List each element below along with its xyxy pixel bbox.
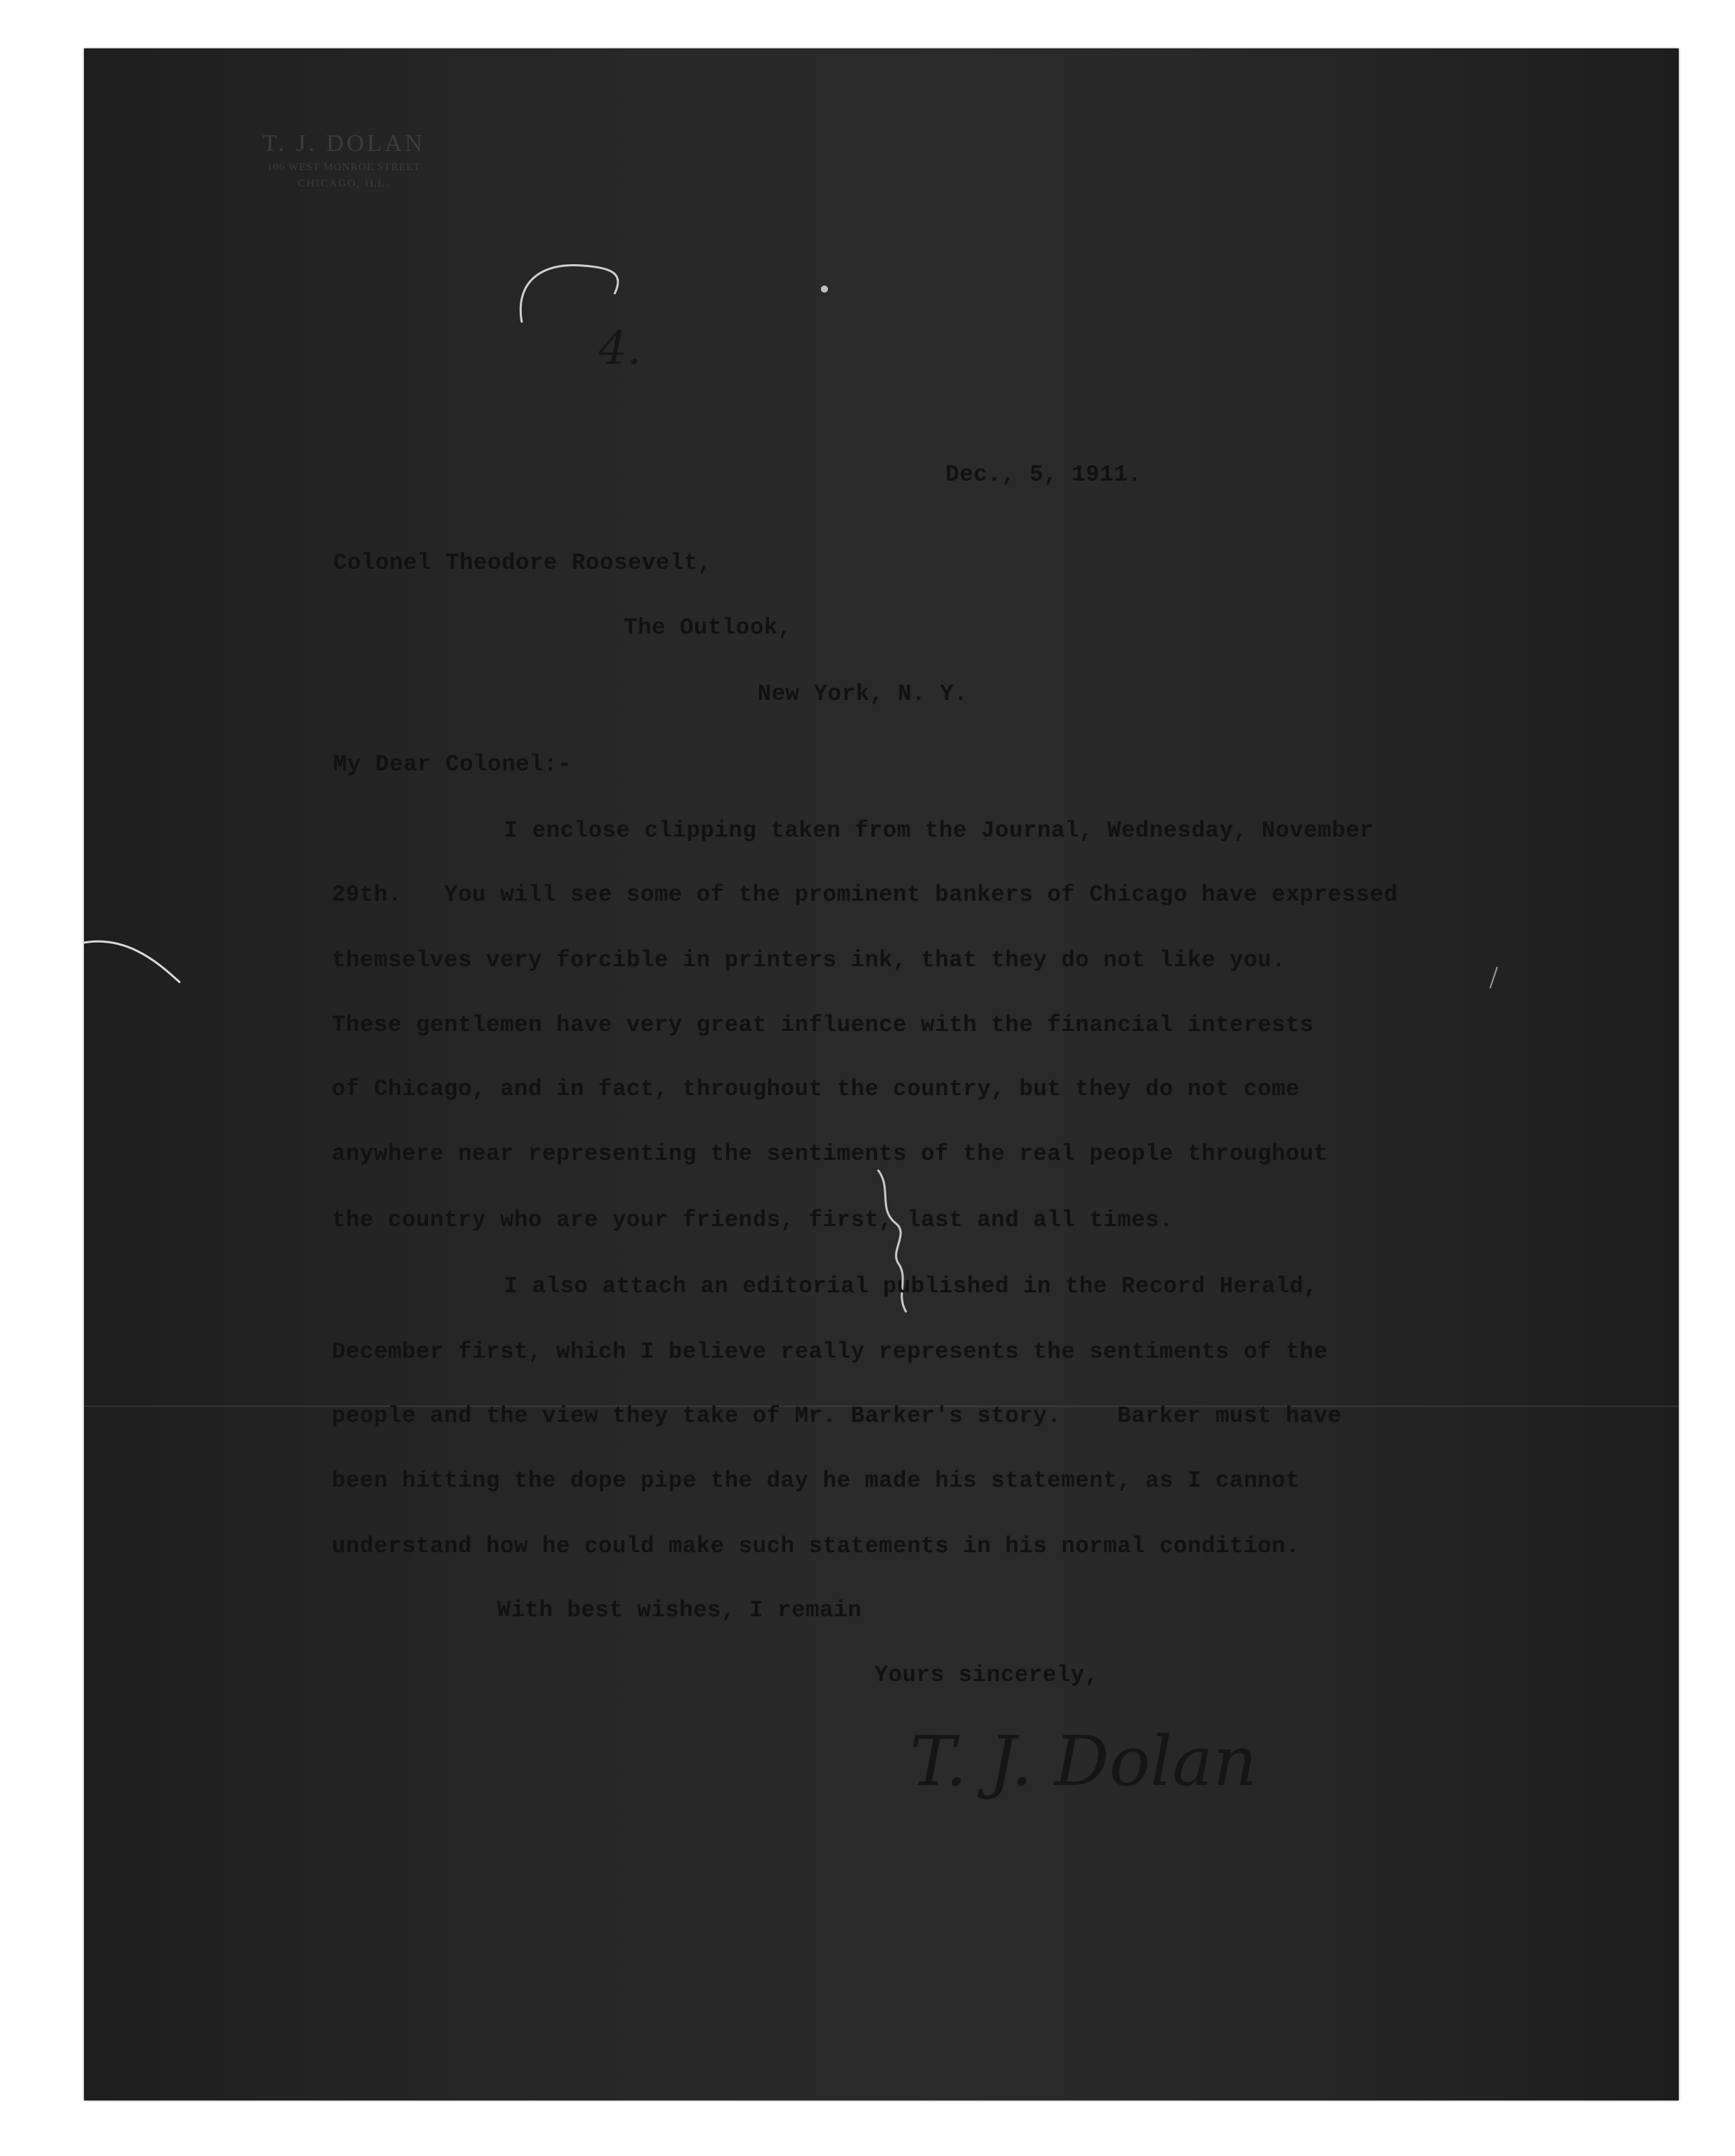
body-line: understand how he could make such statements in his normal condition. <box>332 1533 1300 1559</box>
body-line: the country who are your friends, first, last and all times. <box>332 1207 1174 1233</box>
recipient-line-1: Colonel Theodore Roosevelt, <box>333 550 712 576</box>
margin-stroke <box>84 941 180 983</box>
bracket-mark <box>520 265 618 323</box>
body-line: of Chicago, and in fact, throughout the country, but they do not come <box>332 1076 1300 1102</box>
body-line: 29th. You will see some of the prominent bankers of Chicago have expressed <box>332 881 1398 908</box>
tick-mark <box>1490 967 1497 988</box>
body-line: These gentlemen have very great influence with the financial interests <box>332 1012 1314 1038</box>
ink-dot <box>821 286 828 293</box>
letter-page <box>84 48 1679 2100</box>
letterhead-city: CHICAGO, ILL. <box>298 178 390 189</box>
body-line: been hitting the dope pipe the day he made his statement, as I cannot <box>332 1467 1300 1494</box>
page-number-mark: 4. <box>598 323 642 375</box>
body-line: December first, which I believe really represents the sentiments of the <box>332 1339 1328 1365</box>
letter-date: Dec., 5, 1911. <box>945 461 1142 488</box>
body-line: people and the view they take of Mr. Barker's story. Barker must have <box>332 1403 1342 1429</box>
complimentary-close: Yours sincerely, <box>874 1662 1099 1688</box>
pencil-marks <box>84 48 1679 2100</box>
letterhead-name: T. J. DOLAN <box>262 130 426 157</box>
closing-line: With best wishes, I remain <box>497 1597 862 1623</box>
body-line: themselves very forcible in printers ink, that they do not like you. <box>332 947 1286 973</box>
letterhead-street: 106 WEST MONROE STREET <box>266 162 421 173</box>
signature: T. J. Dolan <box>910 1722 1257 1801</box>
body-line: I enclose clipping taken from the Journal, Wednesday, November <box>504 817 1374 844</box>
recipient-line-3: New York, N. Y. <box>758 681 968 707</box>
salutation: My Dear Colonel:- <box>333 751 572 778</box>
recipient-line-2: The Outlook, <box>624 614 792 641</box>
body-line: I also attach an editorial published in the Record Herald, <box>504 1273 1318 1299</box>
body-line: anywhere near representing the sentiments of the real people throughout <box>332 1141 1328 1167</box>
